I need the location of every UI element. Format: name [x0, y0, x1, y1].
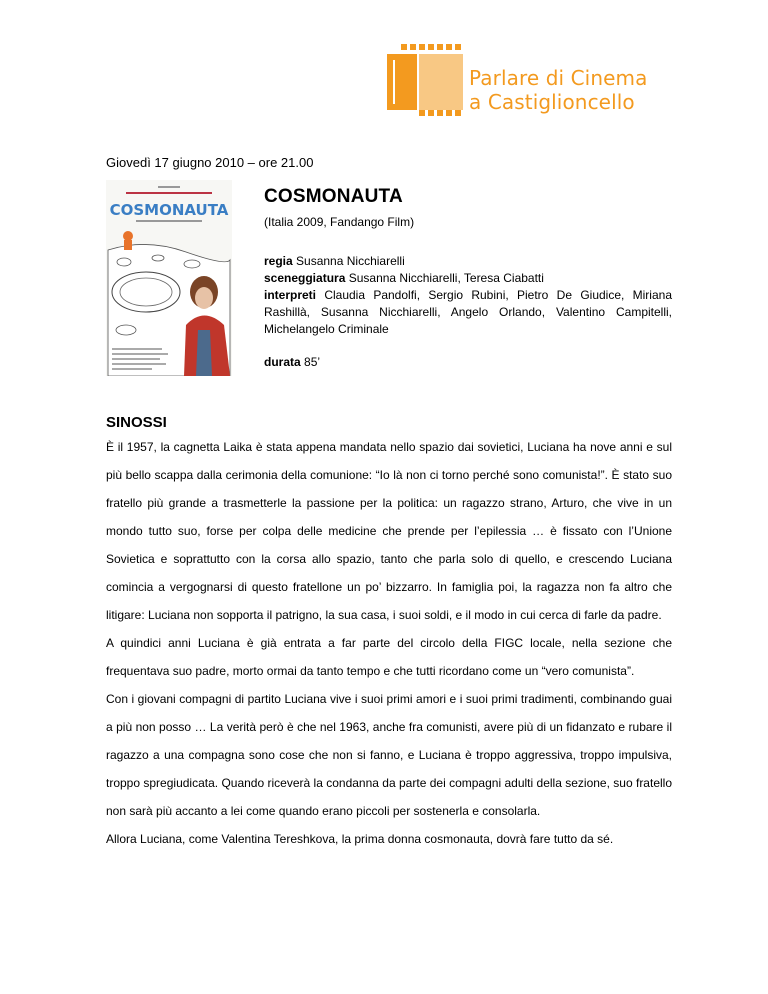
synopsis-paragraph: A quindici anni Luciana è già entrata a far parte del circolo della FIGC locale, nella sezione che frequentava suo padre, morto ormai da tanto tempo e che tutti ricordano come un “vero comunista”.: [106, 636, 672, 678]
synopsis-text: [106, 433, 672, 853]
festival-logo: [387, 44, 687, 116]
logo-text-line2: a Castiglioncello: [469, 90, 635, 114]
credit-regia-value: Susanna Nicchiarelli: [296, 254, 405, 268]
film-production: (Italia 2009, Fandango Film): [264, 215, 415, 229]
credit-sceneggiatura-value: Susanna Nicchiarelli, Teresa Ciabatti: [348, 271, 544, 285]
credit-regia-label: regia: [264, 254, 293, 268]
logo-text-line1: Parlare di Cinema: [469, 66, 648, 90]
credit-interpreti: [264, 287, 672, 338]
credit-durata-label: durata: [264, 355, 301, 369]
credit-sceneggiatura: [264, 270, 672, 287]
credit-durata-value: 85’: [304, 355, 321, 369]
credit-interpreti-label: interpreti: [264, 288, 317, 302]
synopsis-paragraph: È il 1957, la cagnetta Laika è stata appena mandata nello spazio dai sovietici, Luciana ha nove anni e sul più bello scappa dalla cerimonia della comunione: “Io là non ci torno perché sono comunista!”. È stato suo fratello più grande a trasmetterle la passione per la politica: un ragazzo strano, Arturo, che vive in un mondo tutto suo, forse per colpa delle medicine che prende per l’epilessia … è fissato con l’Unione Sovietica e soprattutto con la corsa allo spazio, tanto che parla solo di quello, e crescendo Luciana comincia a vergognarsi di questo fratellone un po’ bizzarro. In famiglia poi, la ragazza non fa altro che litigare: Luciana non sopporta il patrigno, la sua casa, i suoi soldi, e il modo in cui cerca di farle da padre.: [106, 440, 672, 622]
synopsis-paragraph: Con i giovani compagni di partito Luciana vive i suoi primi amori e i suoi primi tradimenti, combinando guai a più non posso … La verità però è che nel 1963, anche fra comunisti, avere più di un fidanzato e rubare il ragazzo a una compagna sono cose che non si fanno, e Luciana è troppo aggressiva, troppo impulsiva, troppo spregiudicata. Quando riceverà la condanna da parte dei compagni adulti della sezione, suo fratello non sarà più accanto a lei come quando erano piccoli per sostenerla e consolarla.: [106, 692, 672, 818]
event-date: Giovedì 17 giugno 2010 – ore 21.00: [106, 155, 314, 170]
synopsis-heading: SINOSSI: [106, 414, 167, 431]
credit-durata: [264, 354, 672, 371]
film-strip-icon: [387, 44, 467, 116]
synopsis-paragraph: Allora Luciana, come Valentina Tereshkova, la prima donna cosmonauta, dovrà fare tutto da sé.: [106, 832, 614, 846]
film-credits: [264, 253, 672, 338]
credit-sceneggiatura-label: sceneggiatura: [264, 271, 346, 285]
movie-poster: [106, 180, 232, 376]
poster-title: COSMONAUTA: [109, 201, 229, 219]
credit-interpreti-value: Claudia Pandolfi, Sergio Rubini, Pietro De Giudice, Miriana Rashillà, Susanna Nicchiarelli, Angelo Orlando, Valentino Campitelli, Michelangelo Criminale: [264, 288, 672, 336]
credit-regia: [264, 253, 672, 270]
film-info: [264, 186, 672, 371]
film-title: COSMONAUTA: [264, 186, 403, 207]
